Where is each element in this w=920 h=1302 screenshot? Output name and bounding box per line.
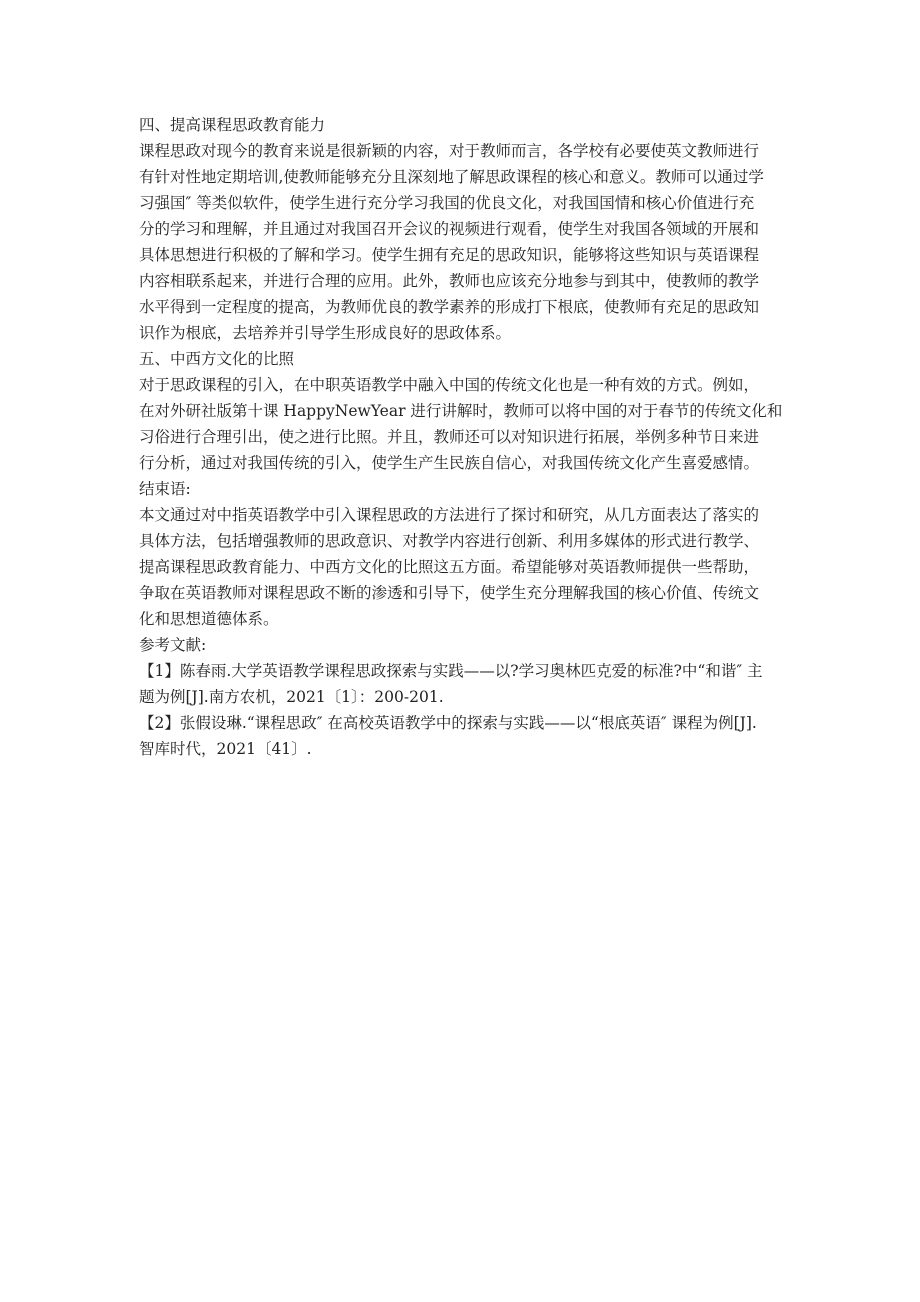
paragraph-line: 习强国″ 等类似软件，使学生进行充分学习我国的优良文化，对我国国情和核心价值进行充 — [139, 194, 755, 212]
paragraph-line: 提高课程思政教育能力、中西方文化的比照这五方面。希望能够对英语教师提供一些帮助， — [139, 558, 760, 576]
reference-line: 题为例[J].南方农机，2021〔1〕：200-201. — [139, 688, 444, 706]
paragraph-conclusion — [139, 502, 799, 632]
reference-list — [139, 658, 799, 762]
paragraph-line: 本文通过对中指英语教学中引入课程思政的方法进行了探讨和研究，从几方面表达了落实的 — [139, 506, 760, 524]
reference-line: 智库时代，2021〔41〕. — [139, 740, 312, 758]
paragraph-line: 有针对性地定期培训,使教师能够充分且深刻地了解思政课程的核心和意义。教师可以通过学 — [139, 168, 764, 186]
paragraph-line: 课程思政对现今的教育来说是很新颖的内容，对于教师而言，各学校有必要使英文教师进行 — [139, 142, 760, 160]
paragraph-line: 争取在英语教师对课程思政不断的渗透和引导下，使学生充分理解我国的核心价值、传统文 — [139, 584, 760, 602]
reference-line: 【2】张假设琳.“课程思政″ 在高校英语教学中的探索与实践——以“根底英语″ 课程为例[J]. — [139, 714, 757, 732]
paragraph-line: 具体思想进行积极的了解和学习。使学生拥有充足的思政知识，能够将这些知识与英语课程 — [139, 246, 760, 264]
paragraph-section-4 — [139, 138, 799, 346]
paragraph-line: 水平得到一定程度的提高，为教师优良的教学素养的形成打下根底，使教师有充足的思政知 — [139, 298, 760, 316]
paragraph-line: 在对外研社版第十课 HappyNewYear 进行讲解时，教师可以将中国的对于春节的传统文化和 — [139, 402, 783, 420]
conclusion-heading: 结束语: — [139, 480, 191, 498]
paragraph-line: 分的学习和理解，并且通过对我国召开会议的视频进行观看，使学生对我国各领域的开展和 — [139, 220, 760, 238]
paragraph-line: 对于思政课程的引入，在中职英语教学中融入中国的传统文化也是一种有效的方式。例如， — [139, 376, 760, 394]
references-heading: 参考文献: — [139, 636, 207, 654]
reference-line: 【1】陈春雨.大学英语教学课程思政探索与实践——以?学习奥林匹克爱的标准?中“和谐″ 主 — [139, 662, 763, 680]
paragraph-section-5 — [139, 372, 799, 476]
paragraph-line: 行分析，通过对我国传统的引入，使学生产生民族自信心，对我国传统文化产生喜爱感情。 — [139, 454, 760, 472]
paragraph-line: 具体方法，包括增强教师的思政意识、对教学内容进行创新、利用多媒体的形式进行教学、 — [139, 532, 760, 550]
paragraph-line: 习俗进行合理引出，使之进行比照。并且，教师还可以对知识进行拓展，举例多种节日来进 — [139, 428, 760, 446]
paragraph-line: 内容相联系起来，并进行合理的应用。此外，教师也应该充分地参与到其中，使教师的教学 — [139, 272, 760, 290]
document-body — [139, 112, 799, 762]
reference-item — [139, 710, 799, 762]
section-heading-5: 五、中西方文化的比照 — [139, 350, 295, 368]
paragraph-line: 化和思想道德体系。 — [139, 610, 279, 628]
section-heading-4: 四、提高课程思政教育能力 — [139, 116, 326, 134]
reference-item — [139, 658, 799, 710]
paragraph-line: 识作为根底，去培养并引导学生形成良好的思政体系。 — [139, 324, 512, 342]
